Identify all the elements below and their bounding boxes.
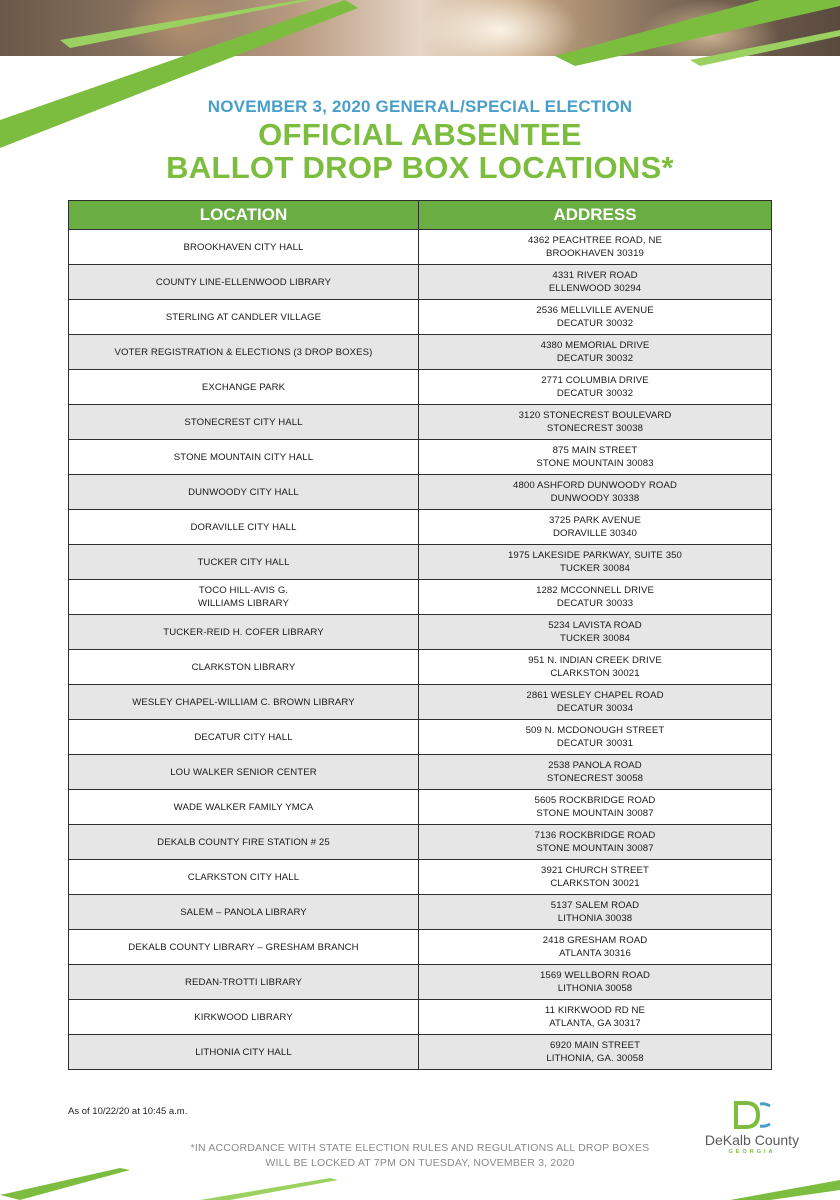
table-row xyxy=(69,790,772,825)
location-cell xyxy=(69,790,419,825)
page-title-line2: BALLOT DROP BOX LOCATIONS* xyxy=(166,150,674,185)
city-zip: DUNWOODY 30338 xyxy=(550,493,640,504)
table-row xyxy=(69,965,772,1000)
address-cell xyxy=(419,230,772,265)
location-cell xyxy=(69,650,419,685)
table-row xyxy=(69,1000,772,1035)
location-cell xyxy=(69,930,419,965)
location-name: DEKALB COUNTY FIRE STATION # 25 xyxy=(157,836,330,848)
location-name: TOCO HILL-AVIS G. xyxy=(198,585,289,596)
address-cell xyxy=(419,300,772,335)
location-name: WESLEY CHAPEL-WILLIAM C. BROWN LIBRARY xyxy=(132,696,355,708)
location-cell xyxy=(69,300,419,335)
table-row xyxy=(69,475,772,510)
location-name: TUCKER CITY HALL xyxy=(197,556,290,568)
street-address: 875 MAIN STREET xyxy=(552,445,638,456)
address-cell xyxy=(419,510,772,545)
street-address: 951 N. INDIAN CREEK DRIVE xyxy=(528,655,662,666)
street-address: 2538 PANOLA ROAD xyxy=(548,760,642,771)
as-of-date: As of 10/22/20 at 10:45 a.m. xyxy=(68,1106,188,1117)
address-cell xyxy=(419,895,772,930)
table-row xyxy=(69,615,772,650)
location-cell xyxy=(69,580,419,615)
location-cell xyxy=(69,405,419,440)
address-cell xyxy=(419,965,772,1000)
location-name: TUCKER-REID H. COFER LIBRARY xyxy=(163,626,324,638)
table-row xyxy=(69,1035,772,1070)
city-zip: BROOKHAVEN 30319 xyxy=(546,248,644,259)
election-subtitle: NOVEMBER 3, 2020 GENERAL/SPECIAL ELECTION xyxy=(207,97,633,116)
location-name: CLARKSTON LIBRARY xyxy=(191,661,296,673)
city-zip: ATLANTA, GA 30317 xyxy=(549,1018,641,1029)
location-name-line2: WILLIAMS LIBRARY xyxy=(198,598,289,609)
address-cell xyxy=(419,930,772,965)
location-cell xyxy=(69,825,419,860)
table-row xyxy=(69,230,772,265)
street-address: 4380 MEMORIAL DRIVE xyxy=(540,340,650,351)
location-name: STONE MOUNTAIN CITY HALL xyxy=(173,451,314,463)
address-cell xyxy=(419,335,772,370)
address-cell xyxy=(419,405,772,440)
location-name: COUNTY LINE-ELLENWOOD LIBRARY xyxy=(155,276,332,288)
location-cell xyxy=(69,545,419,580)
city-zip: TUCKER 30084 xyxy=(560,563,630,574)
footnote xyxy=(140,1141,700,1171)
table-row xyxy=(69,930,772,965)
street-address: 509 N. MCDONOUGH STREET xyxy=(525,725,665,736)
street-address: 1282 MCCONNELL DRIVE xyxy=(536,585,654,596)
location-name: STERLING AT CANDLER VILLAGE xyxy=(165,311,322,323)
street-address: 2861 WESLEY CHAPEL ROAD xyxy=(526,690,664,701)
table-row xyxy=(69,300,772,335)
table-header-row xyxy=(69,201,772,230)
logo-subtitle: GEORGIA xyxy=(728,1149,776,1155)
street-address: 4362 PEACHTREE ROAD, NE xyxy=(528,235,662,246)
address-cell xyxy=(419,440,772,475)
address-cell xyxy=(419,860,772,895)
street-address: 2418 GRESHAM ROAD xyxy=(542,935,648,946)
location-name: CLARKSTON CITY HALL xyxy=(187,871,300,883)
address-cell xyxy=(419,475,772,510)
location-cell xyxy=(69,720,419,755)
location-name: VOTER REGISTRATION & ELECTIONS (3 DROP BOXES) xyxy=(114,346,373,358)
location-name: REDAN-TROTTI LIBRARY xyxy=(185,976,302,988)
dc-monogram-icon xyxy=(732,1100,772,1130)
location-cell xyxy=(69,615,419,650)
table-row xyxy=(69,510,772,545)
street-address: 7136 ROCKBRIDGE ROAD xyxy=(534,830,656,841)
location-cell xyxy=(69,965,419,1000)
table-row xyxy=(69,685,772,720)
city-zip: STONE MOUNTAIN 30083 xyxy=(536,458,654,469)
table-body xyxy=(69,230,772,1070)
dekalb-county-logo xyxy=(698,1100,806,1156)
address-cell xyxy=(419,755,772,790)
address-cell xyxy=(419,685,772,720)
location-cell xyxy=(69,475,419,510)
city-zip: STONECREST 30038 xyxy=(546,423,644,434)
street-address: 2536 MELLVILLE AVENUE xyxy=(536,305,654,316)
location-name: LITHONIA CITY HALL xyxy=(195,1046,292,1058)
street-address: 1569 WELLBORN ROAD xyxy=(539,970,651,981)
city-zip: ELLENWOOD 30294 xyxy=(548,283,642,294)
address-cell xyxy=(419,650,772,685)
location-cell xyxy=(69,265,419,300)
location-name: DORAVILLE CITY HALL xyxy=(190,521,297,533)
table-row xyxy=(69,650,772,685)
city-zip: ATLANTA 30316 xyxy=(559,948,631,959)
table-row xyxy=(69,860,772,895)
city-zip: DECATUR 30031 xyxy=(556,738,634,749)
street-address: 3725 PARK AVENUE xyxy=(549,515,641,526)
street-address: 5234 LAVISTA ROAD xyxy=(548,620,642,631)
address-cell xyxy=(419,790,772,825)
table-row xyxy=(69,370,772,405)
location-cell xyxy=(69,370,419,405)
location-name: KIRKWOOD LIBRARY xyxy=(194,1011,293,1023)
city-zip: LITHONIA 30058 xyxy=(557,983,633,994)
location-name: EXCHANGE PARK xyxy=(201,381,286,393)
city-zip: DORAVILLE 30340 xyxy=(553,528,637,539)
location-cell xyxy=(69,440,419,475)
address-cell xyxy=(419,825,772,860)
street-address: 2771 COLUMBIA DRIVE xyxy=(541,375,649,386)
street-address: 4800 ASHFORD DUNWOODY ROAD xyxy=(513,480,677,491)
city-zip: DECATUR 30032 xyxy=(556,388,634,399)
location-name: STONECREST CITY HALL xyxy=(184,416,303,428)
street-address: 3120 STONECREST BOULEVARD xyxy=(518,410,672,421)
table-row xyxy=(69,335,772,370)
address-cell xyxy=(419,265,772,300)
city-zip: LITHONIA 30038 xyxy=(557,913,633,924)
city-zip: DECATUR 30033 xyxy=(556,598,634,609)
page-title-line1: OFFICIAL ABSENTEE xyxy=(258,117,582,152)
city-zip: TUCKER 30084 xyxy=(560,633,630,644)
location-cell xyxy=(69,1000,419,1035)
table-row xyxy=(69,755,772,790)
table-row xyxy=(69,405,772,440)
city-zip: CLARKSTON 30021 xyxy=(550,878,640,889)
table-row xyxy=(69,265,772,300)
logo-name: DeKalb County xyxy=(704,1132,800,1148)
location-name: WADE WALKER FAMILY YMCA xyxy=(173,801,314,813)
address-cell xyxy=(419,545,772,580)
address-cell xyxy=(419,1000,772,1035)
drop-box-table xyxy=(68,200,771,1070)
table-row xyxy=(69,440,772,475)
page-header xyxy=(0,96,840,184)
footnote-line2: WILL BE LOCKED AT 7PM ON TUESDAY, NOVEMBER 3, 2020 xyxy=(265,1157,575,1169)
location-cell xyxy=(69,755,419,790)
street-address: 3921 CHURCH STREET xyxy=(541,865,649,876)
location-cell xyxy=(69,1035,419,1070)
address-cell xyxy=(419,720,772,755)
address-cell xyxy=(419,615,772,650)
table-row xyxy=(69,825,772,860)
address-cell xyxy=(419,370,772,405)
city-zip: STONECREST 30058 xyxy=(546,773,644,784)
city-zip: DECATUR 30032 xyxy=(556,353,634,364)
street-address: 1975 LAKESIDE PARKWAY, SUITE 350 xyxy=(507,550,682,561)
location-name: BROOKHAVEN CITY HALL xyxy=(183,241,304,253)
location-cell xyxy=(69,895,419,930)
city-zip: STONE MOUNTAIN 30087 xyxy=(536,808,654,819)
location-cell xyxy=(69,510,419,545)
table-row xyxy=(69,895,772,930)
footnote-line1: *IN ACCORDANCE WITH STATE ELECTION RULES AND REGULATIONS ALL DROP BOXES xyxy=(190,1142,650,1154)
street-address: 5137 SALEM ROAD xyxy=(550,900,640,911)
city-zip: LITHONIA, GA. 30058 xyxy=(546,1053,644,1064)
street-address: 5605 ROCKBRIDGE ROAD xyxy=(534,795,656,806)
city-zip: DECATUR 30032 xyxy=(556,318,634,329)
street-address: 11 KIRKWOOD RD NE xyxy=(544,1005,646,1016)
table-row xyxy=(69,545,772,580)
street-address: 6920 MAIN STREET xyxy=(549,1040,641,1051)
street-address: 4331 RIVER ROAD xyxy=(552,270,638,281)
location-name: DEKALB COUNTY LIBRARY – GRESHAM BRANCH xyxy=(128,941,359,953)
city-zip: STONE MOUNTAIN 30087 xyxy=(536,843,654,854)
address-cell xyxy=(419,580,772,615)
city-zip: CLARKSTON 30021 xyxy=(550,668,640,679)
table-row xyxy=(69,580,772,615)
location-name: DECATUR CITY HALL xyxy=(194,731,293,743)
column-header-location: LOCATION xyxy=(69,201,419,230)
location-name: DUNWOODY CITY HALL xyxy=(188,486,299,498)
location-name: LOU WALKER SENIOR CENTER xyxy=(170,766,317,778)
location-name: SALEM – PANOLA LIBRARY xyxy=(180,906,307,918)
location-cell xyxy=(69,685,419,720)
city-zip: DECATUR 30034 xyxy=(556,703,634,714)
location-cell xyxy=(69,860,419,895)
table-row xyxy=(69,720,772,755)
column-header-address: ADDRESS xyxy=(419,201,772,230)
location-cell xyxy=(69,335,419,370)
location-cell xyxy=(69,230,419,265)
address-cell xyxy=(419,1035,772,1070)
